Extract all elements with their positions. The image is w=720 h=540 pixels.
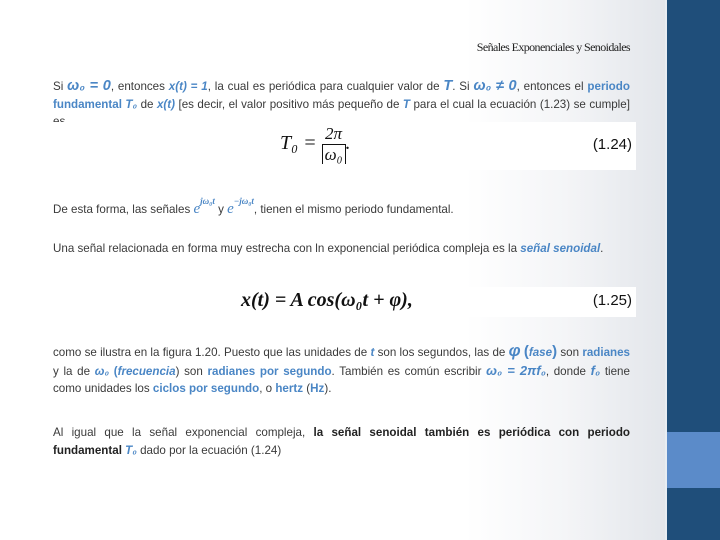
exp-base: e — [193, 201, 201, 217]
statement-sinusoid-periodic: la señal senoidal también es periódica con periodo fundamental — [53, 426, 630, 457]
math-omega0: ω₀ — [94, 364, 110, 378]
equation-lhs: T₀ = — [280, 132, 317, 155]
paren: ( — [523, 343, 529, 360]
text: son los segundos, las de — [377, 346, 506, 359]
fraction-numerator: 2π — [322, 124, 346, 145]
term-radianes-por-segundo: radianes por segundo — [207, 364, 332, 378]
exp-superscript: jω₀t — [200, 196, 215, 206]
abs-value: ω₀ — [322, 145, 346, 164]
exp-superscript: −jω₀t — [233, 196, 254, 206]
equation-formula — [280, 124, 351, 165]
text: de — [140, 97, 154, 111]
text: para el cual la ecuación (1.23) se cumple] — [413, 97, 630, 111]
term-hz: Hz — [310, 382, 325, 395]
text: ). — [324, 382, 332, 395]
term-ciclos-por-segundo: ciclos por segundo — [152, 382, 260, 395]
text: tiene como unidades los — [53, 364, 630, 395]
equation-number: (1.24) — [592, 136, 632, 153]
text: y la de — [53, 364, 91, 378]
math-T: T — [443, 78, 453, 94]
term-periodo-fundamental: periodo fundamental — [53, 80, 630, 111]
text: , entonces el — [516, 80, 584, 93]
text: son — [560, 346, 580, 359]
math-f0: f₀ — [590, 362, 601, 378]
text: Al igual que la señal exponencial compleja, — [53, 426, 306, 439]
term-frecuencia: frecuencia — [117, 364, 176, 378]
text: . — [600, 242, 604, 255]
math-x-of-t: x(t) — [156, 97, 175, 111]
text: , tienen el mismo periodo fundamental. — [253, 203, 454, 216]
equation-formula: x(t) = A cos(ω₀t + φ), — [241, 289, 413, 311]
term-senal-senoidal: señal senoidal — [520, 242, 601, 255]
text: . También es común escribir — [331, 364, 482, 378]
math-exp-positive — [193, 196, 215, 217]
text: , entonces — [110, 80, 165, 93]
term-fase: fase — [528, 346, 553, 359]
equation-1-25 — [53, 287, 636, 317]
fraction-denominator — [322, 145, 346, 165]
text: y — [218, 203, 224, 216]
text: ( — [306, 382, 311, 395]
text: Si — [53, 80, 64, 93]
text: De esta forma, las señales — [53, 203, 191, 216]
math-T0: T₀ — [125, 443, 137, 457]
text: Una señal relacionada en forma muy estrecha con ln exponencial periódica compleja es la — [53, 242, 518, 255]
text: como se ilustra en la figura 1.20. Puesto que las unidades de — [53, 346, 368, 359]
exp-base: e — [227, 201, 234, 217]
text: ) son — [175, 364, 203, 378]
equation-tail: . — [345, 132, 351, 155]
paragraph-units — [53, 342, 630, 398]
text: , la cual es periódica para cualquier valor de — [207, 80, 440, 93]
paren: ( — [113, 364, 118, 378]
paragraph-sinusoid-intro — [53, 240, 630, 258]
paren: ) — [552, 343, 558, 360]
text: , o — [259, 382, 273, 395]
paragraph-exponential-signals — [53, 196, 630, 219]
sidebar-accent-block — [667, 432, 720, 488]
text: . Si — [452, 80, 470, 93]
slide-title: Señales Exponenciales y Senoidales — [476, 40, 630, 54]
term-radianes: radianes — [582, 346, 631, 359]
math-T: T — [402, 97, 410, 111]
math-T0: T₀ — [125, 97, 138, 111]
text: [es decir, el valor positivo más pequeño de — [178, 97, 400, 111]
equation-1-24 — [53, 122, 636, 170]
math-exp-negative — [227, 196, 254, 217]
math-omega-zero: ω₀ = 0 — [67, 78, 111, 94]
math-t: t — [370, 346, 375, 359]
math-phi: φ — [508, 341, 521, 360]
math-x-equals-one: x(t) = 1 — [168, 80, 208, 93]
math-omega-2pif: ω₀ = 2πf₀ — [486, 362, 546, 378]
term-hertz: hertz — [275, 382, 304, 395]
text: , donde — [545, 364, 586, 378]
math-omega-nonzero: ω₀ ≠ 0 — [473, 78, 517, 94]
text: dado por la ecuación (1.24) — [140, 443, 282, 457]
equation-fraction — [322, 124, 346, 165]
paragraph-sinusoid-periodic — [53, 424, 630, 459]
equation-number: (1.25) — [592, 292, 632, 309]
